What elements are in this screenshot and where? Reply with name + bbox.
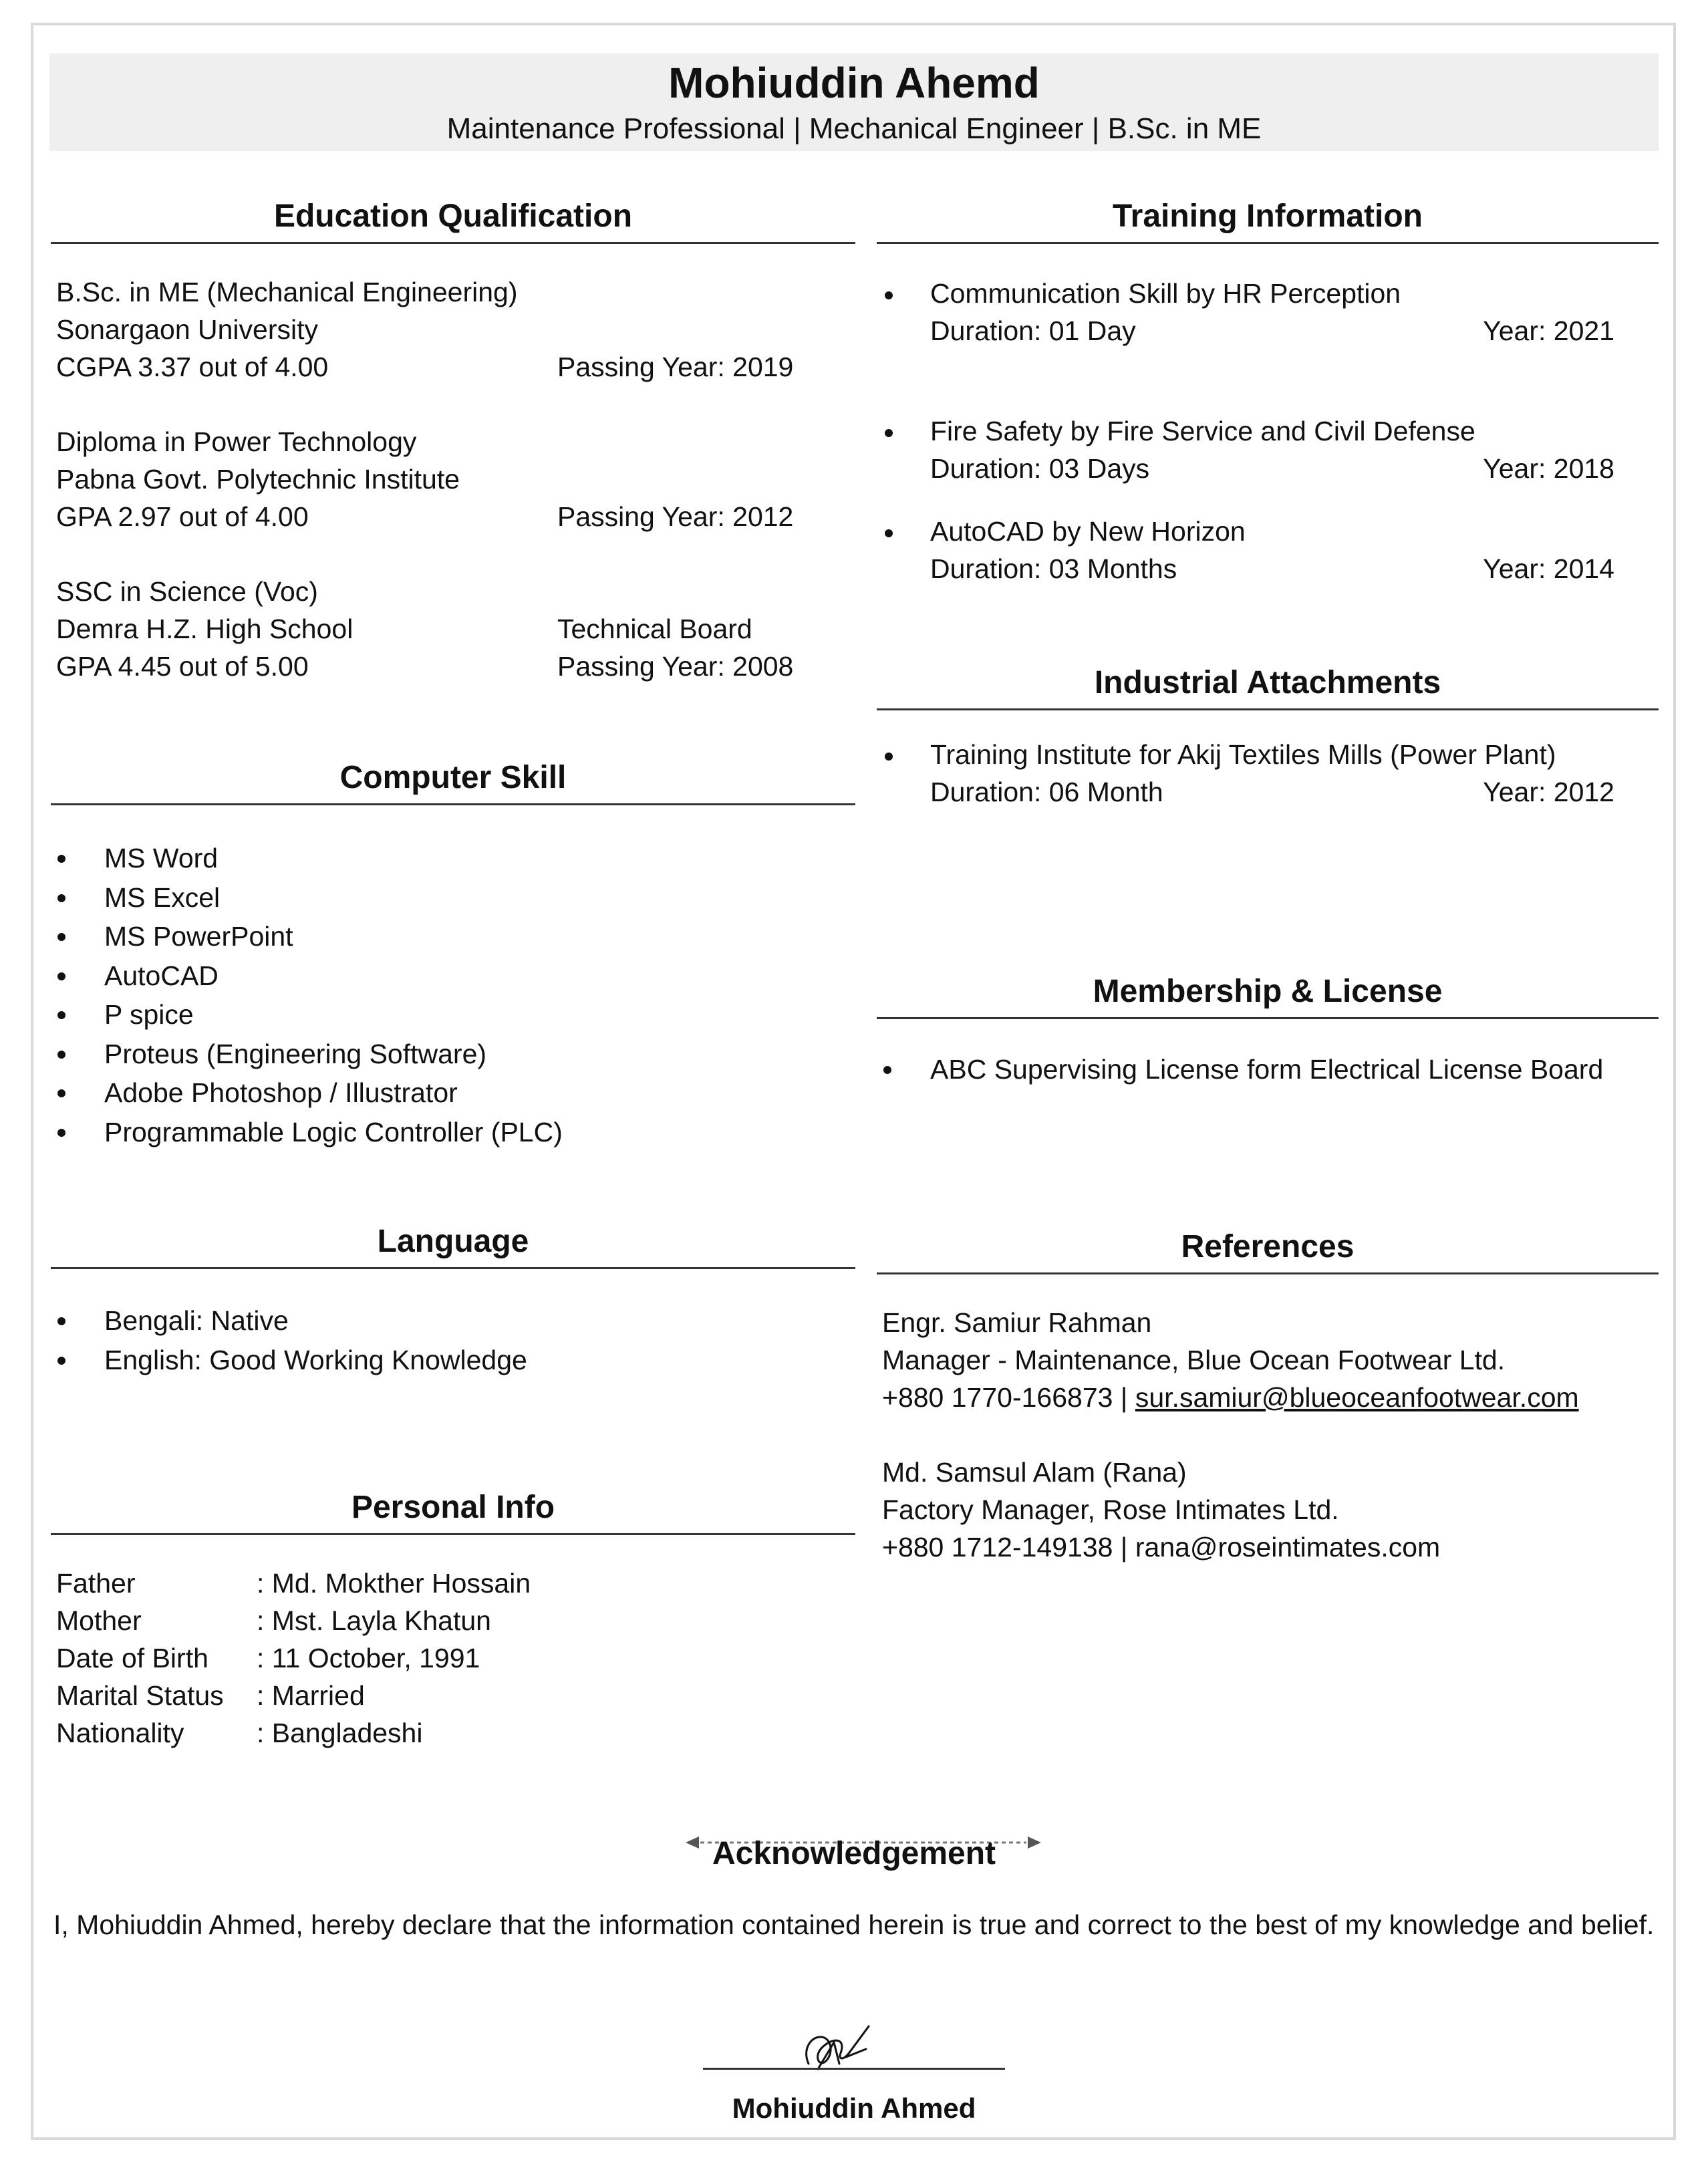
personal-info-row <box>56 1602 855 1639</box>
reference-email: rana@roseintimates.com <box>1135 1532 1441 1563</box>
personal-info-title: Personal Info <box>51 1488 855 1535</box>
training-item-duration: Duration: 03 Months <box>930 553 1177 584</box>
training-section <box>877 196 1659 587</box>
training-item <box>877 275 1659 350</box>
reference-entry <box>882 1454 1659 1566</box>
reference-entry <box>882 1304 1659 1416</box>
signature-line <box>703 2068 1005 2070</box>
education-year: Passing Year: 2008 <box>557 651 794 682</box>
membership-list <box>877 1019 1659 1089</box>
training-item-year: Year: 2018 <box>1483 453 1614 484</box>
education-result: GPA 4.45 out of 5.00 <box>56 651 309 682</box>
list-item: AutoCAD <box>51 956 855 996</box>
education-institute: Sonargaon University <box>56 314 318 345</box>
education-result: GPA 2.97 out of 4.00 <box>56 501 309 532</box>
personal-info-value: : Bangladeshi <box>257 1718 423 1748</box>
industrial-title: Industrial Attachments <box>877 663 1659 710</box>
bullet-icon <box>885 529 893 537</box>
personal-info-key: Date of Birth <box>56 1643 208 1673</box>
industrial-section <box>877 663 1659 811</box>
list-item: Bengali: Native <box>51 1301 855 1341</box>
industrial-item-year: Year: 2012 <box>1483 777 1614 807</box>
membership-section <box>877 972 1659 1089</box>
reference-position: Factory Manager, Rose Intimates Ltd. <box>882 1494 1339 1525</box>
language-list <box>51 1269 855 1379</box>
acknowledgement-text: I, Mohiuddin Ahmed, hereby declare that the information contained herein is true and correct to the best of my knowledge and belief. <box>53 1909 1655 1940</box>
education-title: Education Qualification <box>51 196 855 244</box>
list-item: English: Good Working Knowledge <box>51 1341 855 1380</box>
education-institute: Demra H.Z. High School <box>56 614 353 644</box>
education-entry <box>56 423 855 535</box>
training-item-title: Communication Skill by HR Perception <box>930 278 1401 309</box>
reference-email-link[interactable]: sur.samiur@blueoceanfootwear.com <box>1135 1382 1579 1413</box>
reference-position: Manager - Maintenance, Blue Ocean Footwear Ltd. <box>882 1345 1506 1375</box>
personal-info-value: : Md. Mokther Hossain <box>257 1568 531 1599</box>
references-title: References <box>877 1227 1659 1274</box>
education-degree: SSC in Science (Voc) <box>56 576 318 607</box>
education-degree: B.Sc. in ME (Mechanical Engineering) <box>56 277 518 307</box>
reference-name: Md. Samsul Alam (Rana) <box>882 1457 1187 1488</box>
personal-info-row <box>56 1677 855 1714</box>
education-entry <box>56 573 855 685</box>
training-title: Training Information <box>877 196 1659 244</box>
list-item: ABC Supervising License form Electrical License Board <box>877 1050 1659 1089</box>
list-item: Programmable Logic Controller (PLC) <box>51 1113 855 1152</box>
signature-icon <box>799 2022 879 2073</box>
industrial-item-title: Training Institute for Akij Textiles Mills (Power Plant) <box>930 739 1556 770</box>
personal-info-key: Nationality <box>56 1718 184 1748</box>
personal-info-key: Mother <box>56 1605 142 1636</box>
training-item-title: AutoCAD by New Horizon <box>930 516 1246 547</box>
list-item: Adobe Photoshop / Illustrator <box>51 1073 855 1113</box>
candidate-subtitle: Maintenance Professional | Mechanical Engineer | B.Sc. in ME <box>446 112 1262 145</box>
training-item-title: Fire Safety by Fire Service and Civil Defense <box>930 416 1475 446</box>
computer-skill-title: Computer Skill <box>51 758 855 805</box>
training-item <box>877 412 1659 487</box>
bullet-icon <box>885 429 893 437</box>
computer-skill-section <box>51 758 855 1151</box>
education-year: Passing Year: 2019 <box>557 352 794 382</box>
education-year: Passing Year: 2012 <box>557 501 794 532</box>
personal-info-key: Marital Status <box>56 1680 224 1711</box>
personal-info-row <box>56 1639 855 1677</box>
industrial-item <box>877 736 1659 811</box>
list-item: Proteus (Engineering Software) <box>51 1035 855 1074</box>
personal-info-value: : 11 October, 1991 <box>257 1643 480 1673</box>
training-item-duration: Duration: 03 Days <box>930 453 1150 484</box>
reference-phone: +880 1712-149138 | <box>882 1532 1135 1563</box>
bullet-icon <box>885 291 893 299</box>
membership-title: Membership & License <box>877 972 1659 1019</box>
education-entry <box>56 273 855 386</box>
list-item: MS PowerPoint <box>51 917 855 956</box>
personal-info-row <box>56 1714 855 1752</box>
bullet-icon <box>885 753 893 761</box>
reference-name: Engr. Samiur Rahman <box>882 1307 1152 1338</box>
language-section <box>51 1222 855 1379</box>
education-section <box>51 196 855 685</box>
list-item: P spice <box>51 995 855 1035</box>
computer-skill-list <box>51 805 855 1151</box>
education-degree: Diploma in Power Technology <box>56 426 417 457</box>
training-item <box>877 513 1659 587</box>
acknowledgement-title: Acknowledgement <box>712 1836 996 1871</box>
education-board: Technical Board <box>557 614 752 644</box>
list-item: MS Excel <box>51 878 855 918</box>
personal-info-key: Father <box>56 1568 136 1599</box>
language-title: Language <box>51 1222 855 1269</box>
industrial-item-duration: Duration: 06 Month <box>930 777 1163 807</box>
personal-info-section <box>51 1488 855 1752</box>
signature-name: Mohiuddin Ahmed <box>732 2092 976 2124</box>
training-item-year: Year: 2014 <box>1483 553 1614 584</box>
personal-info-row <box>56 1565 855 1602</box>
education-result: CGPA 3.37 out of 4.00 <box>56 352 329 382</box>
education-institute: Pabna Govt. Polytechnic Institute <box>56 464 460 495</box>
personal-info-value: : Married <box>257 1680 365 1711</box>
personal-info-value: : Mst. Layla Khatun <box>257 1605 491 1636</box>
candidate-name: Mohiuddin Ahemd <box>668 59 1040 107</box>
training-item-duration: Duration: 01 Day <box>930 315 1136 346</box>
list-item: MS Word <box>51 839 855 878</box>
references-section <box>877 1227 1659 1566</box>
reference-phone: +880 1770-166873 | <box>882 1382 1135 1413</box>
training-item-year: Year: 2021 <box>1483 315 1614 346</box>
